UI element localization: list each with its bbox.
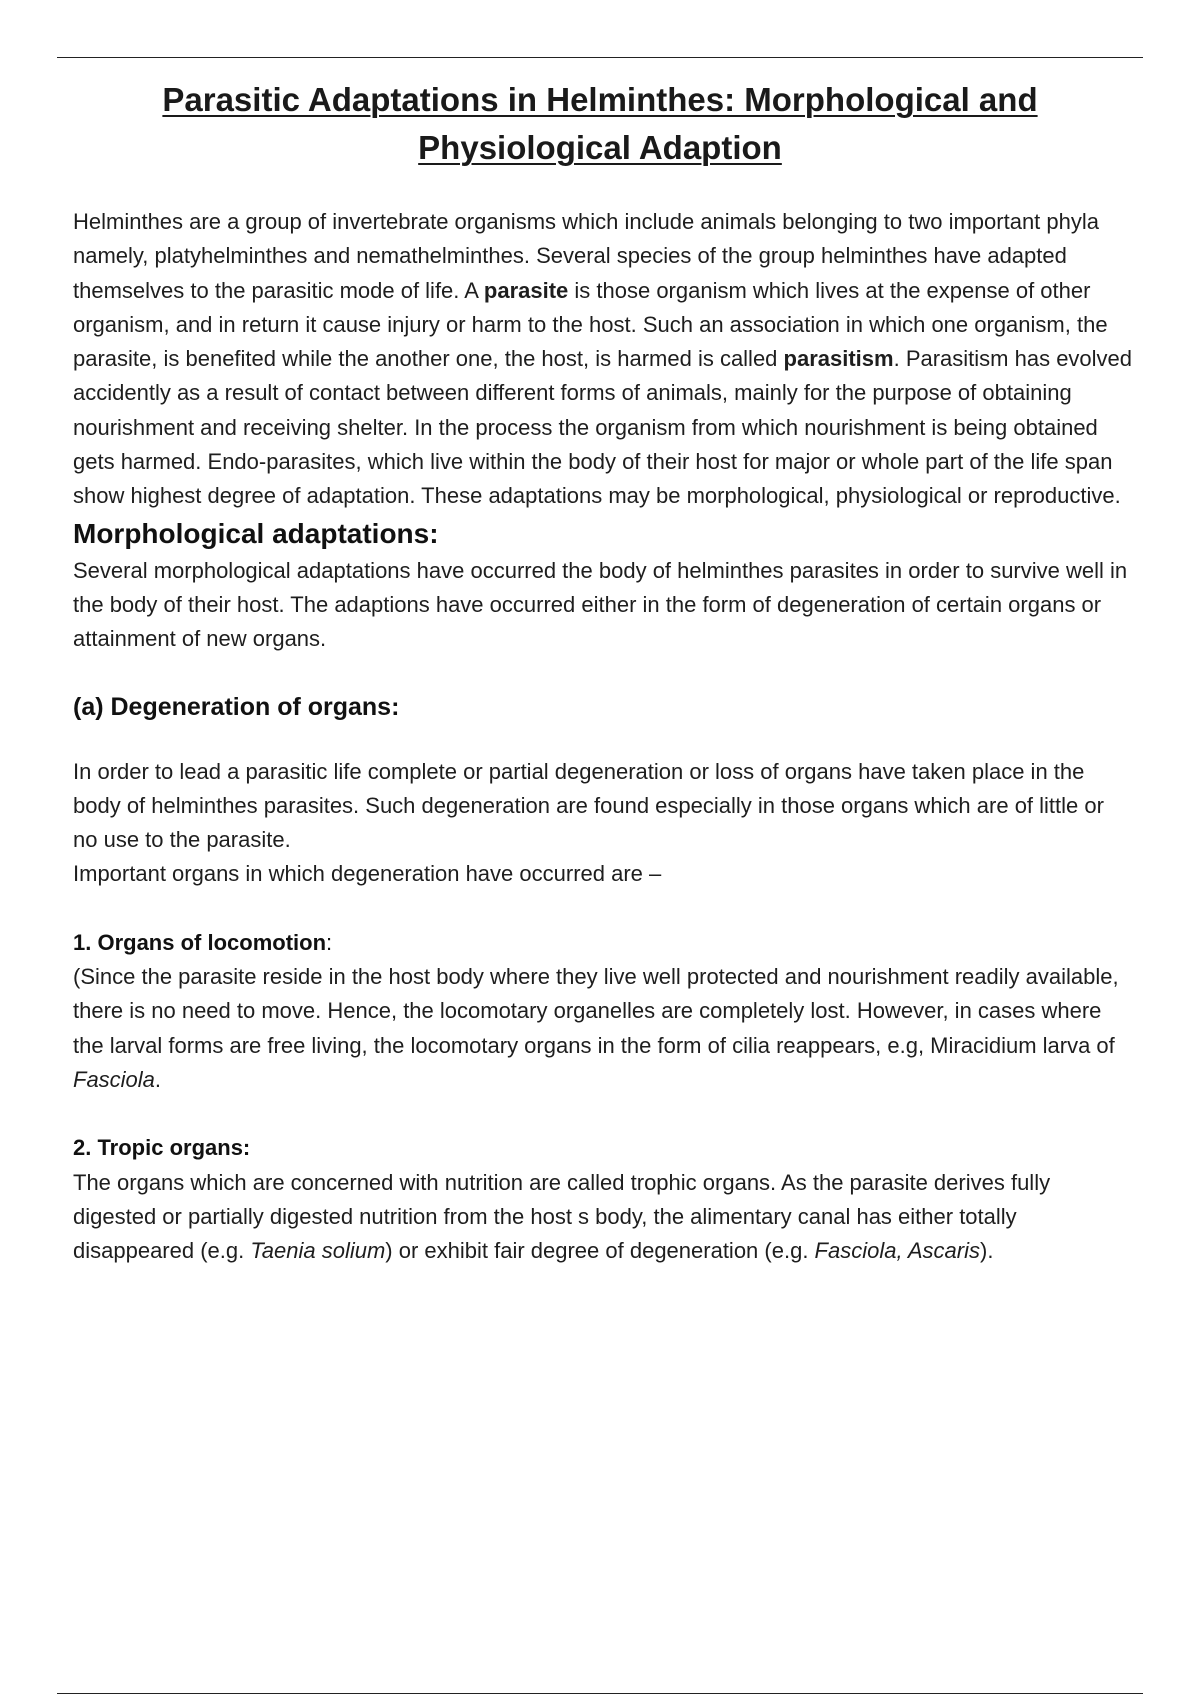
intro-text-2: is those organism which lives at the expense of other organism, and in return it cause injury or harm to the host. Such an association in which one organism, the parasite, is benefited while the another one, the host, is harmed is called <box>73 277 1108 372</box>
document-body <box>73 205 1133 1268</box>
top-rule <box>57 57 1143 58</box>
tropic-end: ). <box>980 1238 994 1264</box>
intro-text-1: Helminthes are a group of invertebrate organisms which include animals belonging to two important phyla namely, platyhelminthes and nemathelminthes. Several species of the group helminthes have adapted themselves to the parasitic mode of life. A <box>73 209 1099 303</box>
degeneration-paragraph: In order to lead a parasitic life complete or partial degeneration or loss of organs have taken place in the body of helminthes parasites. Such degeneration are found especially in those organs which are of little or no use to the parasite. <box>73 758 1104 853</box>
locomotion-paragraph <box>73 960 1133 1097</box>
bottom-rule <box>57 1693 1143 1694</box>
intro-text-3: . Parasitism has evolved accidently as a result of contact between different forms of animals, mainly for the purpose of obtaining nourishment and receiving shelter. In the process the organism from which nourishment is being obtained gets harmed. Endo-parasites, which live within the body of their host for major or whole part of the life span show highest degree of adaptation. These adaptations may be morphological, physiological or reproductive. <box>73 346 1133 509</box>
tropic-text-1: The organs which are concerned with nutrition are called trophic organs. As the parasite derives fully digested or partially digested nutrition from the host s body, the alimentary canal has either totally disappeared (e.g. <box>73 1169 1051 1264</box>
degeneration-heading: (a) Degeneration of organs: <box>73 692 400 721</box>
tropic-heading: 2. Tropic organs: <box>73 1135 251 1161</box>
degeneration-lead: Important organs in which degeneration have occurred are – <box>73 861 662 887</box>
locomotion-text: (Since the parasite reside in the host body where they live well protected and nourishment readily available, there is no need to move. Hence, the locomotary organelles are completely lost. However, in cases where the larval forms are free living, the locomotary organs in the form of cilia reappears, e.g, Miracidium larva of <box>73 964 1119 1058</box>
locomotion-heading <box>73 926 1133 960</box>
genus-fasciola: Fasciola <box>73 1066 155 1092</box>
morphological-paragraph: Several morphological adaptations have occurred the body of helminthes parasites in order to survive well in the body of their host. The adaptions have occurred either in the form of degeneration of certain organs or attainment of new organs. <box>73 557 1128 652</box>
locomotion-end: . <box>154 1066 162 1092</box>
locomotion-heading-colon: : <box>326 929 333 955</box>
morphological-heading: Morphological adaptations: <box>73 517 439 549</box>
locomotion-heading-label: 1. Organs of locomotion <box>73 929 327 955</box>
species-fasciola-ascaris: Fasciola, Ascaris <box>814 1238 980 1264</box>
tropic-text-2: ) or exhibit fair degree of degeneration (e.g. <box>385 1238 815 1264</box>
intro-paragraph <box>73 205 1133 514</box>
term-parasite: parasite <box>483 277 569 303</box>
tropic-paragraph <box>73 1166 1133 1269</box>
document-title: Parasitic Adaptations in Helminthes: Morphological and Physiological Adaption <box>162 81 1038 166</box>
term-parasitism: parasitism <box>783 346 894 372</box>
species-taenia-solium: Taenia solium <box>250 1238 386 1264</box>
